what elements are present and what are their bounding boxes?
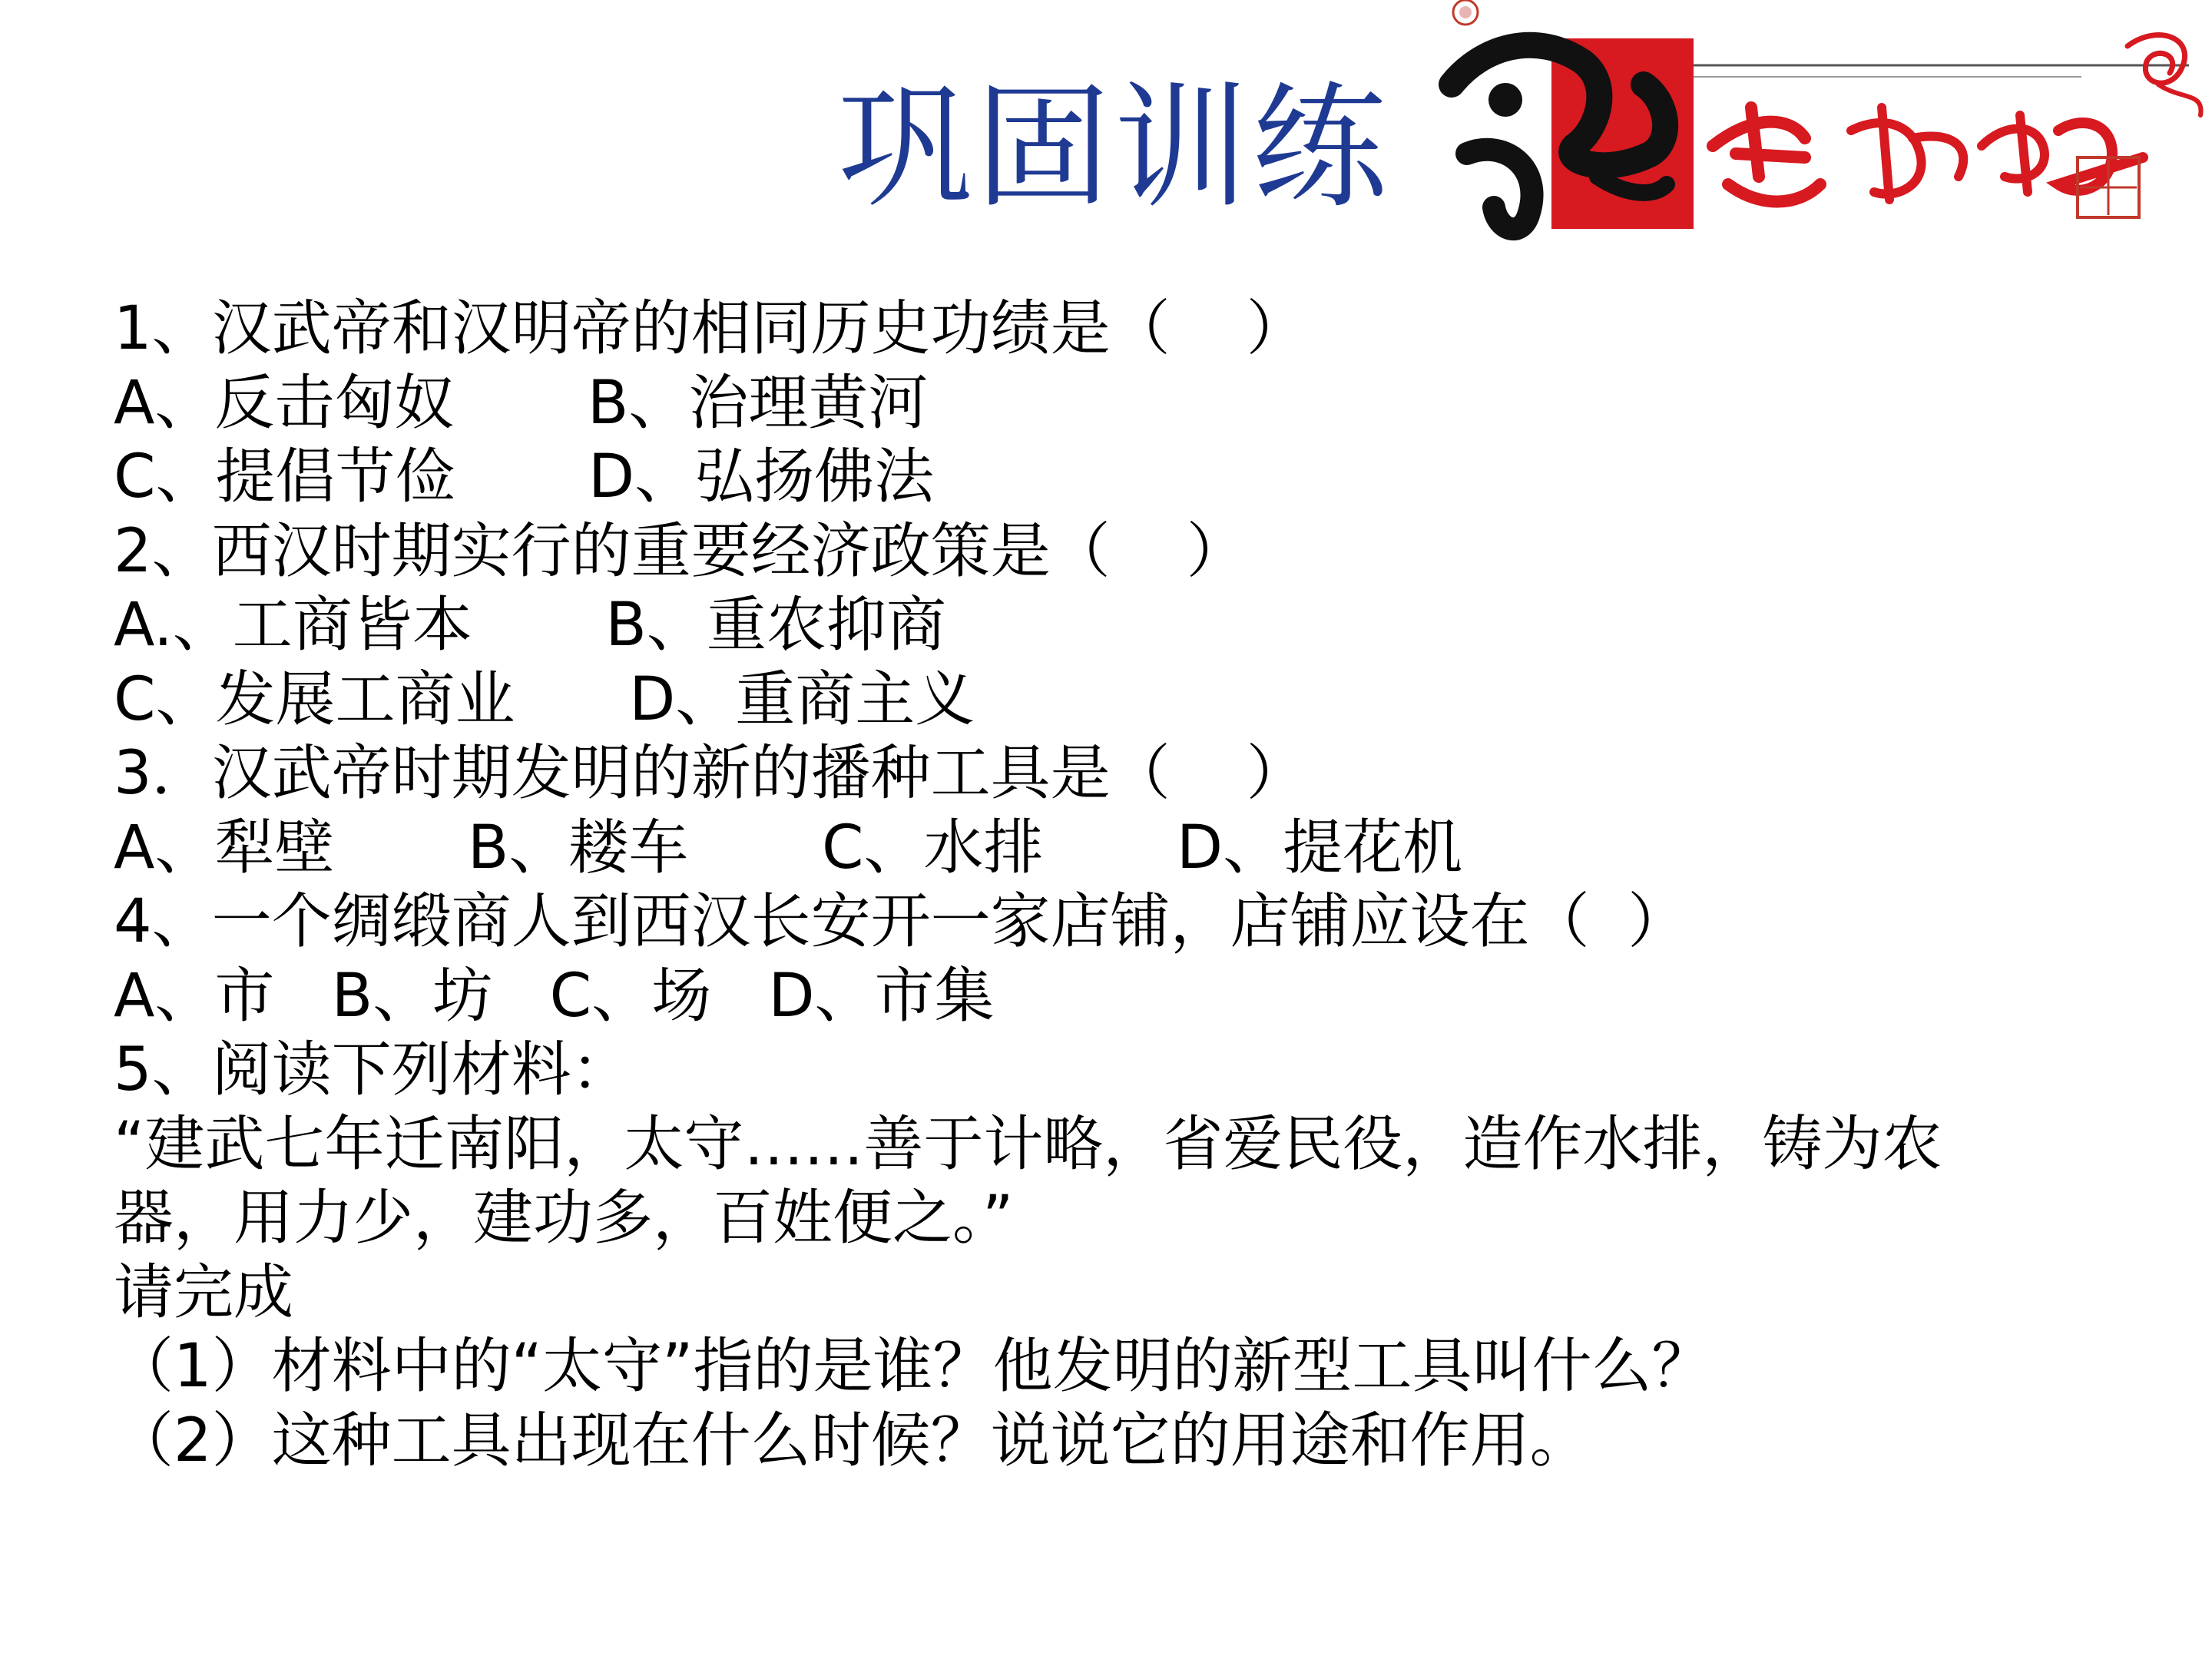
slide-title: 巩固训练 — [837, 69, 1391, 227]
auspicious-logo — [1421, 0, 2212, 253]
question-5-quote: “建武七年迁南阳，太守……善于计略，省爱民役，造作水排，铸为农器，用力少，建功多，百姓便之。” — [114, 1109, 1942, 1253]
question-3-options: A、犁壁 B、耧车 C、水排 D、提花机 — [114, 813, 1463, 882]
question-2-options-ab: A.、工商皆本 B、重农抑商 — [114, 591, 946, 660]
question-5: 5、阅读下列材料： — [114, 1035, 631, 1104]
question-5-instruction: 请完成 — [114, 1257, 294, 1327]
question-2: 2、西汉时期实行的重要经济政策是（ ） — [114, 516, 1247, 586]
question-2-options-cd: C、发展工商业 D、重商主义 — [114, 664, 975, 734]
question-5-sub-1: （1）材料中的“太守”指的是谁？他发明的新型工具叫什么？ — [114, 1332, 1712, 1401]
question-1-options-ab: A、反击匈奴 B、治理黄河 — [114, 368, 929, 438]
question-5-sub-2: （2）这种工具出现在什么时候？说说它的用途和作用。 — [114, 1406, 1590, 1475]
question-3: 3．汉武帝时期发明的新的播种工具是（ ） — [114, 739, 1306, 808]
question-text-block — [114, 292, 2141, 1478]
question-4-options: A、市 B、坊 C、场 D、市集 — [114, 961, 995, 1031]
question-1: 1、汉武帝和汉明帝的相同历史功绩是（ ） — [114, 294, 1306, 363]
question-1-options-cd: C、提倡节俭 D、弘扬佛法 — [114, 442, 935, 512]
question-4: 4、一个绸缎商人到西汉长安开一家店铺，店铺应设在（ ） — [114, 887, 1688, 956]
